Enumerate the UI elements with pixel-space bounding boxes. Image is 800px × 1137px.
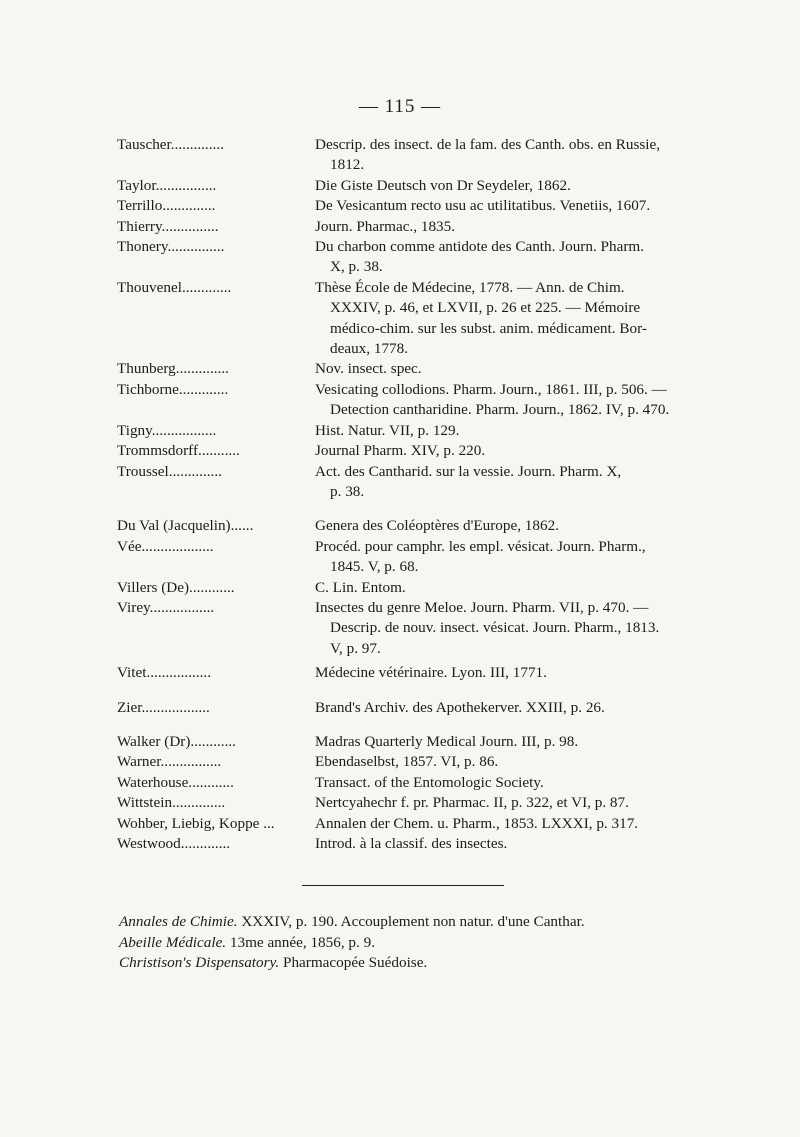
entry-author: Terrillo..............	[117, 197, 216, 215]
entry-reference	[315, 732, 717, 752]
entry-troussel	[117, 462, 717, 503]
entry-author: Thunberg..............	[117, 360, 229, 378]
entry-author: Tichborne.............	[117, 380, 229, 398]
note-line	[119, 912, 739, 933]
entry-thierry	[117, 217, 717, 237]
entry-reference	[315, 176, 717, 196]
entry-vee	[117, 537, 717, 578]
reference-line: Journ. Pharmac., 1835.	[315, 217, 456, 235]
entry-author: Thonery...............	[117, 238, 225, 256]
entry-reference	[315, 462, 717, 503]
entry-author: Virey.................	[117, 598, 215, 616]
entry-reference	[315, 598, 717, 659]
entry-du-val	[117, 516, 717, 536]
entry-reference	[315, 578, 717, 598]
entry-reference	[315, 663, 717, 683]
entry-reference	[315, 217, 717, 237]
reference-line: Thèse École de Médecine, 1778. — Ann. de Chim.	[315, 278, 625, 296]
entry-terrillo	[117, 196, 717, 216]
entry-author: Warner................	[117, 753, 222, 771]
entry-reference	[315, 516, 717, 536]
entry-author: Westwood.............	[117, 835, 231, 852]
reference-line: Nertcyahechr f. pr. Pharmac. II, p. 322, et VI, p. 87.	[315, 794, 629, 812]
entry-author: Tigny.................	[117, 421, 217, 439]
entry-author: Tauscher..............	[117, 136, 224, 153]
reference-line: Brand's Archiv. des Apothekerver. XXIII, p. 26.	[315, 698, 605, 716]
reference-line: Madras Quarterly Medical Journ. III, p. 98.	[315, 732, 579, 750]
entry-villers	[117, 578, 717, 598]
reference-line: Médecine vétérinaire. Lyon. III, 1771.	[315, 664, 547, 682]
entry-author: Wohber, Liebig, Koppe ...	[117, 814, 275, 832]
entry-author: Thouvenel.............	[117, 278, 232, 296]
entry-author: Vée...................	[117, 537, 214, 555]
reference-line: Transact. of the Entomologic Society.	[315, 773, 544, 791]
entry-trommsdorff	[117, 441, 717, 461]
reference-line: Du charbon comme antidote des Canth. Journ. Pharm.	[315, 238, 644, 256]
entry-walker	[117, 732, 717, 752]
note-title: Abeille Médicale.	[119, 933, 227, 951]
entry-reference	[315, 773, 717, 793]
entry-author: Zier..................	[117, 698, 210, 716]
entry-reference	[315, 237, 717, 278]
entry-author: Troussel..............	[117, 462, 222, 480]
note-text: 13me année, 1856, p. 9.	[229, 933, 375, 951]
entry-reference	[315, 135, 717, 176]
reference-line: XXXIV, p. 46, et LXVII, p. 26 et 225. — Mémoire	[330, 299, 641, 317]
entry-reference	[315, 793, 717, 813]
entry-thonery	[117, 237, 717, 278]
entry-author: Thierry...............	[117, 217, 219, 235]
section-divider	[302, 885, 504, 886]
reference-line: Descrip. de nouv. insect. vésicat. Journ. Pharm., 1813.	[330, 619, 660, 637]
entry-vitet	[117, 663, 717, 683]
reference-line: Insectes du genre Meloe. Journ. Pharm. VII, p. 470. —	[315, 598, 649, 616]
entry-waterhouse	[117, 773, 717, 793]
entry-reference	[315, 380, 717, 421]
note-title: Annales de Chimie.	[119, 913, 238, 930]
entry-warner	[117, 752, 717, 772]
reference-line: médico-chim. sur les subst. anim. médicament. Bor-	[330, 319, 647, 337]
reference-line: Ebendaselbst, 1857. VI, p. 86.	[315, 753, 499, 771]
bibliography-list	[117, 135, 717, 854]
entry-virey	[117, 598, 717, 659]
entry-reference	[315, 834, 717, 854]
entry-reference	[315, 278, 717, 360]
reference-line: Hist. Natur. VII, p. 129.	[315, 421, 460, 439]
reference-line: C. Lin. Entom.	[315, 578, 406, 596]
entry-reference	[315, 441, 717, 461]
entry-zier	[117, 698, 717, 718]
reference-line: Detection cantharidine. Pharm. Journ., 1862. IV, p. 470.	[330, 401, 670, 419]
reference-line: X, p. 38.	[330, 258, 383, 276]
note-title: Christison's Dispensatory.	[119, 954, 280, 971]
entry-reference	[315, 359, 717, 379]
reference-line: Die Giste Deutsch von Dr Seydeler, 1862.	[315, 176, 571, 194]
note-line	[119, 933, 739, 954]
entry-author: Trommsdorff...........	[117, 442, 240, 460]
note-line	[119, 953, 739, 974]
entry-author: Taylor................	[117, 176, 217, 194]
reference-line: Nov. insect. spec.	[315, 360, 422, 378]
entry-thunberg	[117, 359, 717, 379]
entry-thouvenel	[117, 278, 717, 360]
entry-author: Du Val (Jacquelin)......	[117, 517, 254, 535]
supplementary-notes	[119, 912, 739, 974]
note-text: XXXIV, p. 190. Accouplement non natur. d'une Canthar.	[241, 913, 585, 930]
reference-line: Journal Pharm. XIV, p. 220.	[315, 442, 486, 460]
reference-line: 1845. V, p. 68.	[330, 558, 419, 576]
entry-tigny	[117, 421, 717, 441]
reference-line: Annalen der Chem. u. Pharm., 1853. LXXXI, p. 317.	[315, 814, 639, 832]
entry-author: Vitet.................	[117, 664, 212, 682]
entry-reference	[315, 698, 717, 718]
entry-reference	[315, 196, 717, 216]
entry-tichborne	[117, 380, 717, 421]
entry-wittstein	[117, 793, 717, 813]
entry-tauscher	[117, 135, 717, 176]
entry-reference	[315, 537, 717, 578]
entry-author: Wittstein..............	[117, 794, 226, 812]
reference-line: Vesicating collodions. Pharm. Journ., 1861. III, p. 506. —	[315, 380, 667, 398]
reference-line: p. 38.	[330, 482, 365, 500]
entry-author: Waterhouse............	[117, 773, 234, 791]
reference-line: 1812.	[330, 156, 365, 174]
reference-line: De Vesicantum recto usu ac utilitatibus. Venetiis, 1607.	[315, 197, 651, 215]
entry-reference	[315, 814, 717, 834]
entry-author: Walker (Dr)............	[117, 732, 236, 750]
entry-author: Villers (De)............	[117, 578, 235, 596]
entry-westwood	[117, 834, 717, 854]
reference-line: Genera des Coléoptères d'Europe, 1862.	[315, 517, 559, 535]
entry-reference	[315, 752, 717, 772]
entry-reference	[315, 421, 717, 441]
page-number: — 115 —	[358, 96, 442, 117]
note-text: Pharmacopée Suédoise.	[283, 954, 428, 971]
reference-line: V, p. 97.	[330, 639, 381, 657]
reference-line: Act. des Cantharid. sur la vessie. Journ. Pharm. X,	[315, 462, 622, 480]
entry-wohber	[117, 814, 717, 834]
reference-line: deaux, 1778.	[330, 340, 409, 358]
entry-taylor	[117, 176, 717, 196]
reference-line: Introd. à la classif. des insectes.	[315, 835, 508, 852]
reference-line: Descrip. des insect. de la fam. des Canth. obs. en Russie,	[315, 136, 661, 153]
reference-line: Procéd. pour camphr. les empl. vésicat. Journ. Pharm.,	[315, 537, 646, 555]
